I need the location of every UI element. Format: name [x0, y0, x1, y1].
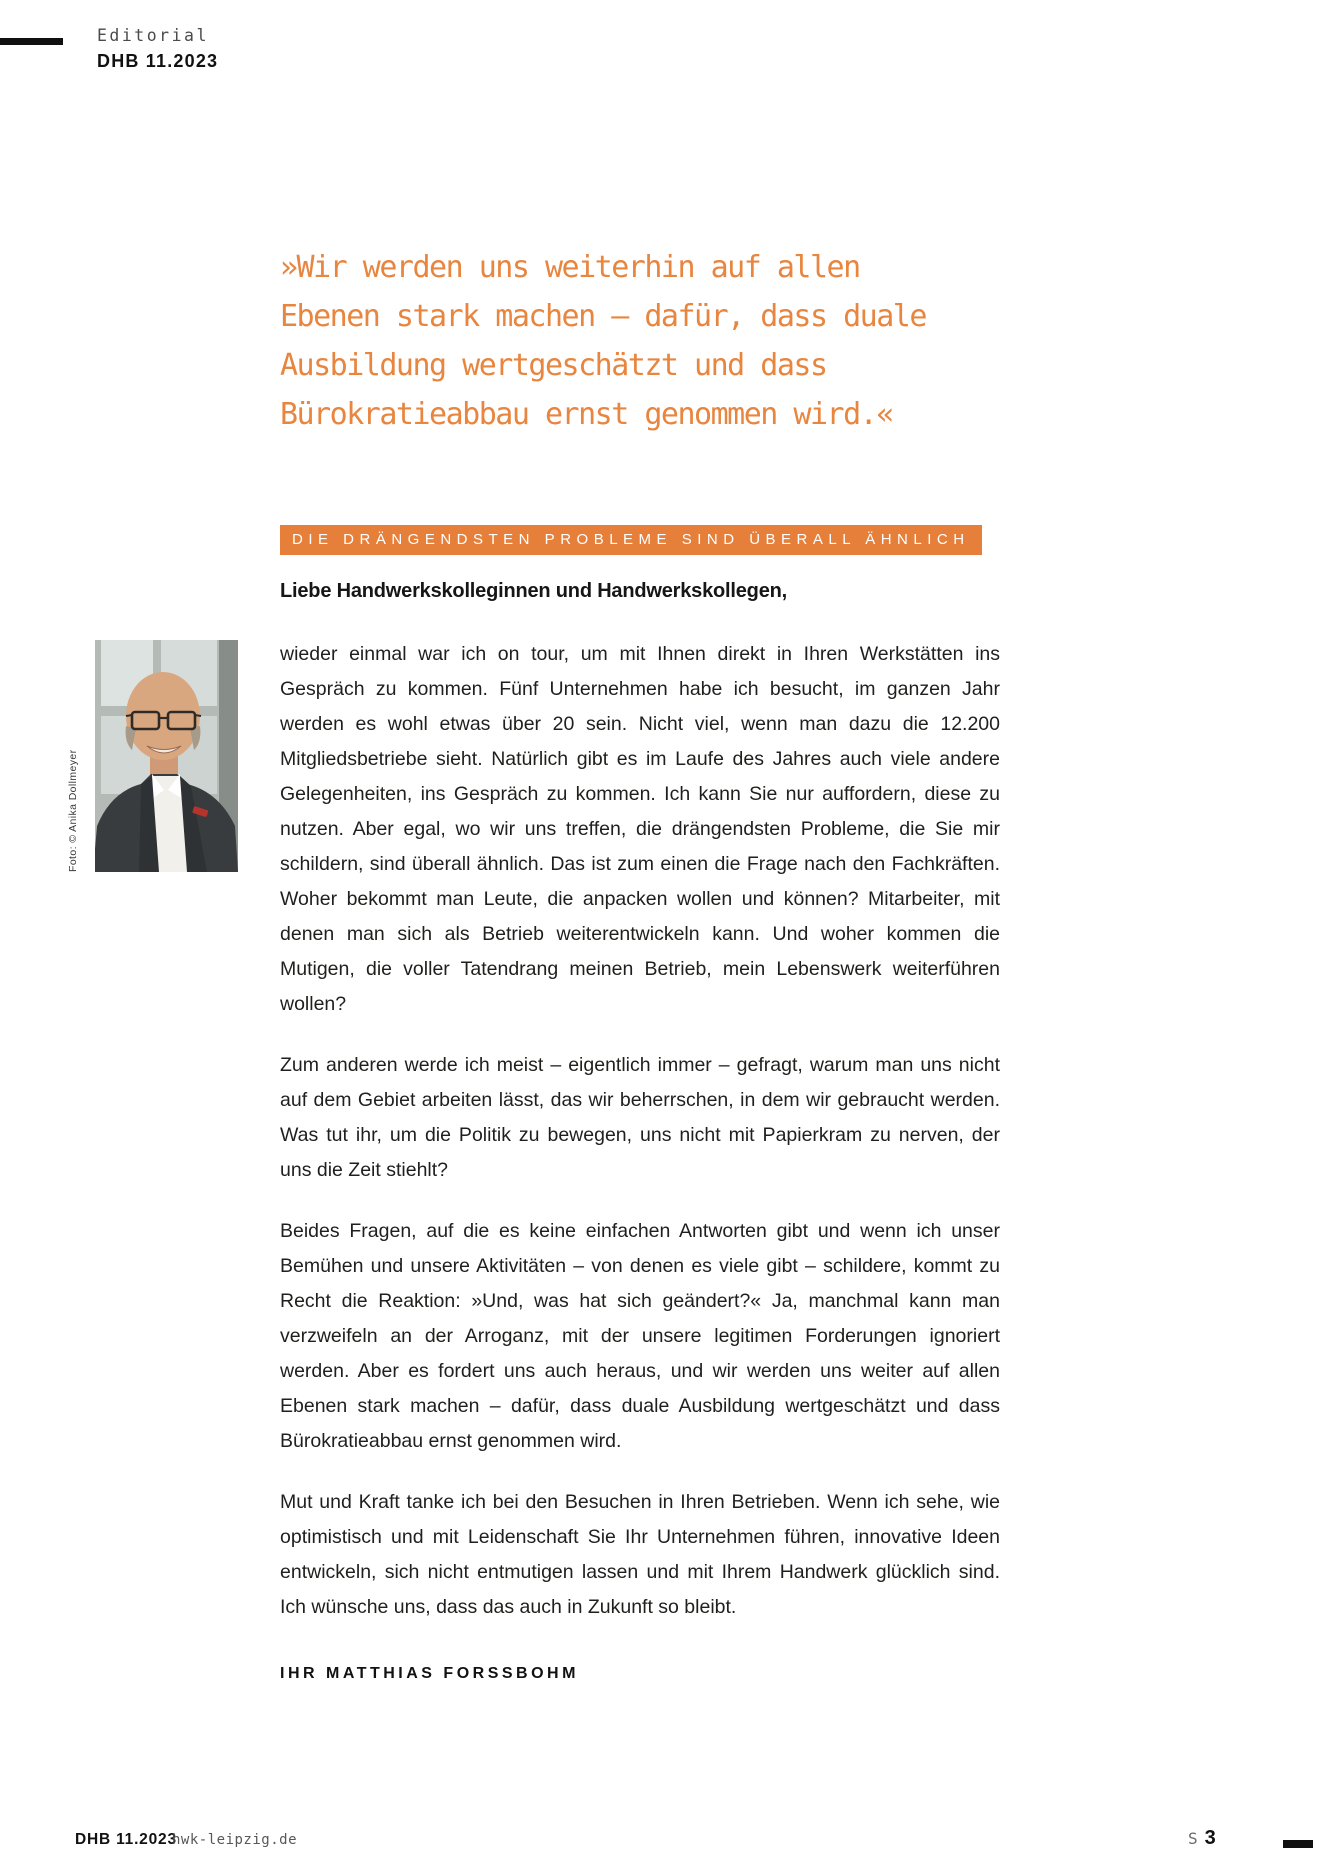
- footer-page-indicator: [1188, 1827, 1216, 1850]
- pull-quote-line: Ebenen stark machen – dafür, dass duale: [280, 299, 926, 334]
- pull-quote-line: »Wir werden uns weiterhin auf allen: [280, 250, 860, 285]
- pull-quote: [280, 243, 926, 439]
- portrait-figure: [67, 640, 238, 872]
- footer-website: hwk-leipzig.de: [172, 1832, 298, 1848]
- body-paragraph: Mut und Kraft tanke ich bei den Besuchen in Ihren Betrieben. Wenn ich sehe, wie optimistisch und mit Leidenschaft Sie Ihr Unternehmen führen, innovative Ideen entwickeln, sich nicht entmutigen lassen und mit Ihrem Handwerk glücklich sind. Ich wünsche uns, dass das auch in Zukunft so bleibt.: [280, 1491, 1000, 1618]
- body-column: [280, 580, 1000, 1683]
- greeting: Liebe Handwerkskolleginnen und Handwerkskollegen,: [280, 580, 787, 602]
- pull-quote-line: Ausbildung wertgeschätzt und dass: [280, 348, 827, 383]
- issue-label: DHB 11.2023: [97, 51, 219, 71]
- section-kicker: Editorial: [97, 26, 209, 45]
- pull-quote-line: Bürokratieabbau ernst genommen wird.«: [280, 397, 893, 432]
- signature: IHR MATTHIAS FORSSBOHM: [280, 1665, 579, 1682]
- photo-credit: Foto: © Anika Dollmeyer: [67, 749, 79, 872]
- page-label: S: [1188, 1829, 1198, 1848]
- portrait-photo: [95, 640, 238, 872]
- top-left-rule: [0, 38, 63, 45]
- body-paragraph: wieder einmal war ich on tour, um mit Ihnen direkt in Ihren Werkstätten ins Gespräch zu kommen. Fünf Unternehmen habe ich besucht, im ganzen Jahr werden es wohl etwas über 20 sein. Nicht viel, wenn man dazu die 12.200 Mitgliedsbetriebe sieht. Natürlich gibt es im Laufe des Jahres auch viele andere Gelegenheiten, ins Gespräch zu kommen. Ich kann Sie nur auffordern, diese zu nutzen. Aber egal, wo wir uns treffen, die drängendsten Probleme, die Sie mir schildern, sind überall ähnlich. Das ist zum einen die Frage nach den Fachkräften. Woher bekommt man Leute, die anpacken wollen und können? Mitarbeiter, mit denen man sich als Betrieb weiterentwickeln kann. Und woher kommen die Mutigen, die voller Tatendrang meinen Betrieb, mein Lebenswerk weiterführen wollen?: [280, 643, 1000, 1015]
- section-heading-tag: DIE DRÄNGENDSTEN PROBLEME SIND ÜBERALL ÄHNLICH: [280, 525, 982, 555]
- bottom-right-rule: [1283, 1840, 1313, 1848]
- body-paragraph: Zum anderen werde ich meist – eigentlich immer – gefragt, warum man uns nicht auf dem Gebiet arbeiten lässt, das wir beherrschen, in dem wir gebraucht werden. Was tut ihr, um die Politik zu bewegen, uns nicht mit Papierkram zu nerven, der uns die Zeit stiehlt?: [280, 1054, 1000, 1181]
- footer-issue: DHB 11.2023: [75, 1831, 177, 1848]
- page-number: 3: [1204, 1827, 1216, 1849]
- body-paragraph: Beides Fragen, auf die es keine einfachen Antworten gibt und wenn ich unser Bemühen und unsere Aktivitäten – von denen es viele gibt – schildere, kommt zu Recht die Reaktion: »Und, was hat sich geändert?« Ja, manchmal kann man verzweifeln an der Arroganz, mit der unsere legitimen Forderungen ignoriert werden. Aber es fordert uns auch heraus, und wir werden uns weiter auf allen Ebenen stark machen – dafür, dass duale Ausbildung wertgeschätzt und dass Bürokratieabbau ernst genommen wird.: [280, 1220, 1000, 1452]
